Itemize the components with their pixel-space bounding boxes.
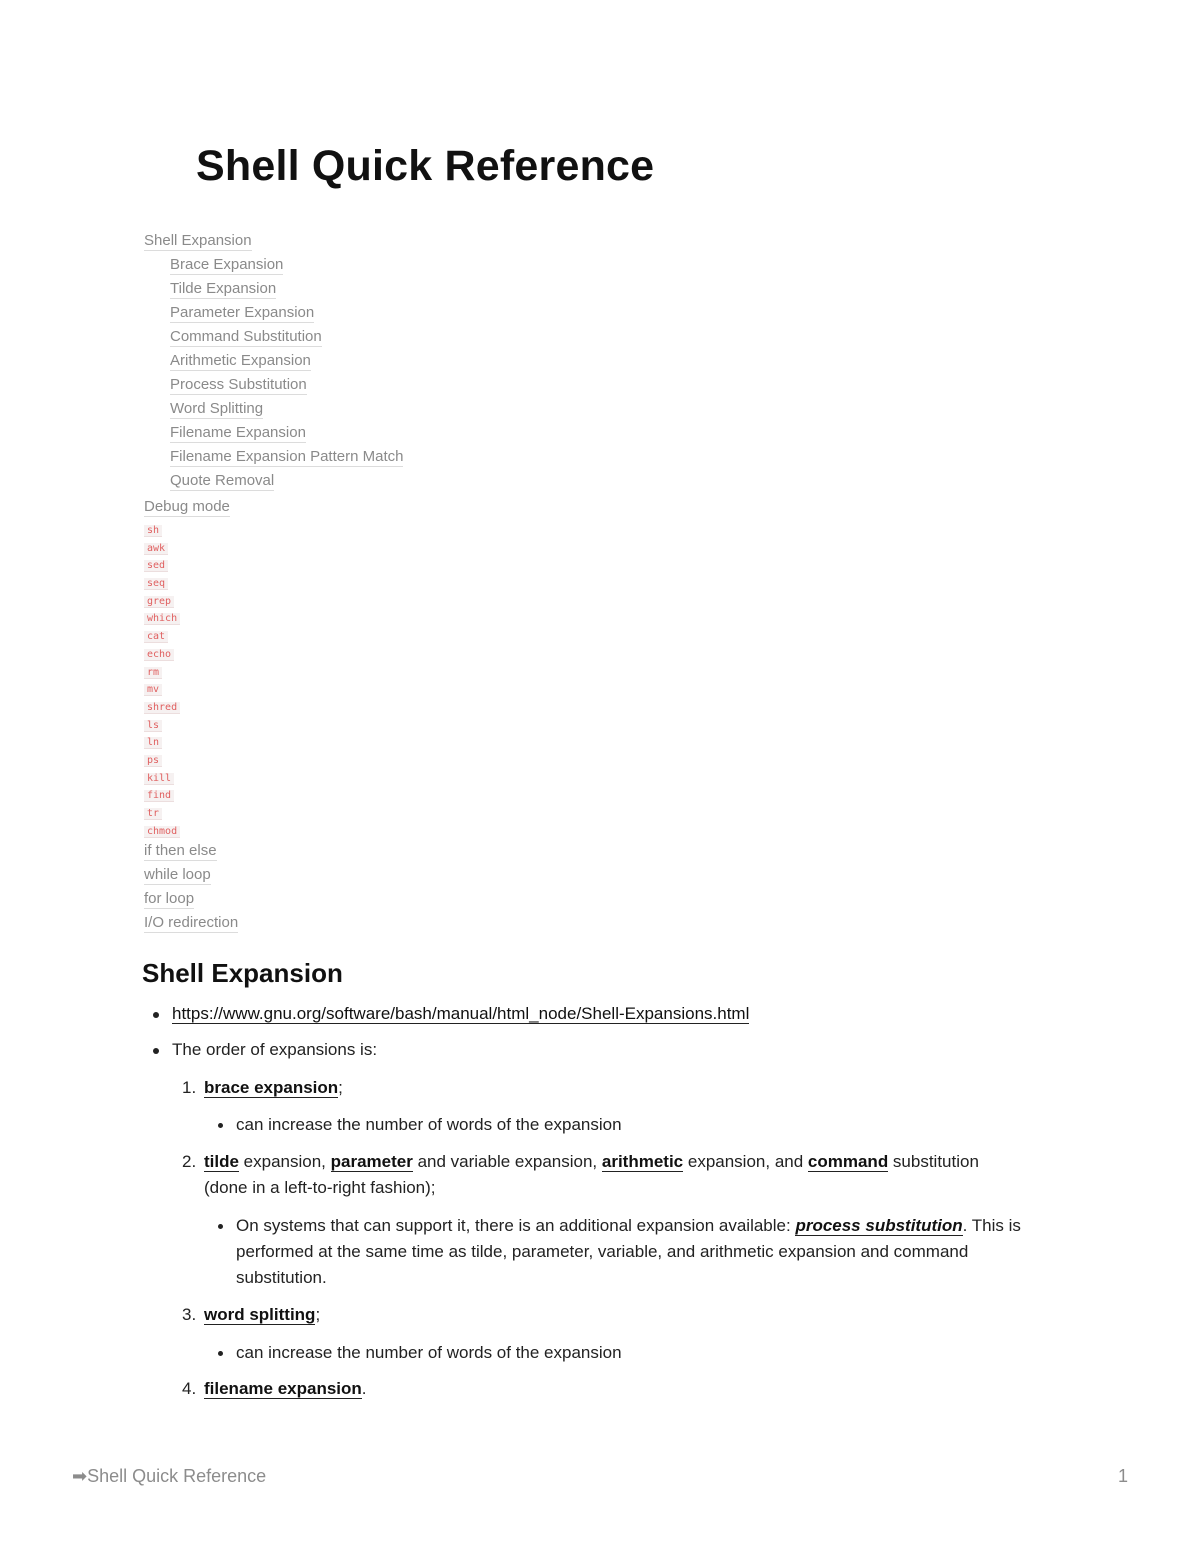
command-link[interactable]: command (807, 1152, 889, 1171)
toc-item-arithmetic-expansion[interactable]: Arithmetic Expansion (170, 352, 311, 369)
filename-expansion-link[interactable]: filename expansion (204, 1379, 362, 1398)
toc-cmd-shred[interactable]: shred (144, 697, 544, 715)
process-substitution-link[interactable]: process substitution (795, 1216, 963, 1235)
toc-cmd-grep[interactable]: grep (144, 591, 544, 609)
bullet-icon (153, 1048, 159, 1054)
tilde-link[interactable]: tilde (204, 1152, 239, 1171)
toc-item-parameter-expansion[interactable]: Parameter Expansion (170, 304, 315, 321)
toc-item-filename-expansion[interactable]: Filename Expansion (170, 424, 306, 441)
section-heading: Shell Expansion (142, 958, 343, 988)
ordered-item-4: 4. filename expansion. (182, 1379, 367, 1398)
toc-cmd-cat[interactable]: cat (144, 626, 544, 644)
toc-cmd-awk[interactable]: awk (144, 538, 544, 556)
toc-cmd-tr[interactable]: tr (144, 803, 544, 821)
toc-item-for-loop[interactable]: for loop (144, 890, 195, 908)
toc-item-while-loop[interactable]: while loop (144, 866, 211, 884)
bullet-icon (218, 1123, 223, 1128)
toc-item-process-substitution[interactable]: Process Substitution (170, 376, 307, 393)
toc-cmd-rm[interactable]: rm (144, 662, 544, 680)
section-content (148, 1000, 1068, 1402)
toc-item-filename-pattern-match[interactable]: Filename Expansion Pattern Match (170, 448, 404, 465)
list-item (148, 1037, 1068, 1063)
bullet-icon (218, 1224, 223, 1229)
toc-cmd-which[interactable]: which (144, 608, 544, 626)
toc-cmd-chmod[interactable]: chmod (144, 821, 544, 839)
brace-expansion-link[interactable]: brace expansion (204, 1078, 339, 1097)
toc-cmd-ps[interactable]: ps (144, 750, 544, 768)
toc-cmd-sed[interactable]: sed (144, 555, 544, 573)
gnu-manual-link[interactable]: https://www.gnu.org/software/bash/manual/html_node/Shell-Expansions.html (172, 1004, 750, 1023)
toc-cmd-kill[interactable]: kill (144, 768, 544, 786)
table-of-contents (144, 228, 544, 936)
parameter-link[interactable]: parameter (330, 1152, 413, 1171)
toc-cmd-find[interactable]: find (144, 785, 544, 803)
bullet-icon (153, 1012, 159, 1018)
toc-item-command-substitution[interactable]: Command Substitution (170, 328, 322, 345)
list-item: can increase the number of words of the expansion (148, 1340, 1068, 1366)
ordered-item-1: 1. brace expansion; (182, 1078, 343, 1097)
word-splitting-link[interactable]: word splitting (204, 1305, 316, 1324)
toc-cmd-mv[interactable]: mv (144, 679, 544, 697)
ordered-item-2: 2. tilde expansion, parameter and variable expansion, arithmetic expansion, and command substitution (done in a left-to-right fashion); (182, 1152, 979, 1197)
bullet-icon (218, 1351, 223, 1356)
toc-cmd-sh[interactable]: sh (144, 520, 544, 538)
list-item: can increase the number of words of the expansion (148, 1112, 1068, 1138)
toc-cmd-ln[interactable]: ln (144, 732, 544, 750)
toc-item-if-then-else[interactable]: if then else (144, 842, 217, 860)
footer-title: ➡Shell Quick Reference (72, 1466, 267, 1486)
toc-item-quote-removal[interactable]: Quote Removal (170, 472, 275, 489)
order-intro: The order of expansions is: (172, 1040, 378, 1059)
list-item (148, 1001, 1068, 1027)
toc-item-word-splitting[interactable]: Word Splitting (170, 400, 264, 417)
page-title: Shell Quick Reference (196, 142, 655, 190)
toc-item-tilde-expansion[interactable]: Tilde Expansion (170, 280, 277, 297)
toc-item-shell-expansion[interactable]: Shell Expansion (144, 232, 252, 249)
toc-item-debug-mode[interactable]: Debug mode (144, 498, 230, 515)
toc-cmd-seq[interactable]: seq (144, 573, 544, 591)
toc-item-brace-expansion[interactable]: Brace Expansion (170, 256, 284, 273)
toc-cmd-ls[interactable]: ls (144, 715, 544, 733)
arithmetic-link[interactable]: arithmetic (601, 1152, 684, 1171)
ordered-item-3: 3. word splitting; (182, 1305, 321, 1324)
toc-item-io-redirection[interactable]: I/O redirection (144, 914, 239, 932)
page-number: 1 (1117, 1466, 1128, 1486)
list-item: On systems that can support it, there is an additional expansion available: process substitution. This is performed at the same time as tilde, parameter, variable, and arithmetic expansion and command substitution. (148, 1213, 1068, 1291)
toc-cmd-echo[interactable]: echo (144, 644, 544, 662)
